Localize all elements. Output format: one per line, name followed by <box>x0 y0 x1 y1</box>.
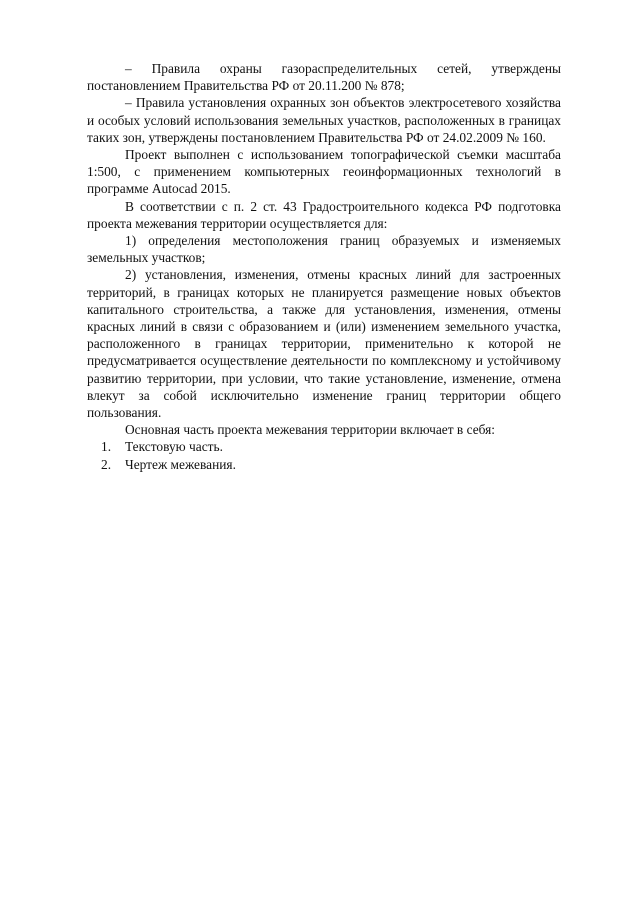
paragraph-purpose-1: 1) определения местоположения границ образуемых и изменяемых земельных участков; <box>87 233 561 266</box>
list-item-text: Чертеж межевания. <box>125 456 236 472</box>
document-body <box>87 60 561 473</box>
paragraph-electric-rules: – Правила установления охранных зон объектов электросетевого хозяйства и особых условий использования земельных участков, расположенных в границах таких зон, утверждены постановлением Правительства РФ от 24.02.2009 № 160. <box>87 95 561 145</box>
paragraph-purpose-2: 2) установления, изменения, отмены красных линий для застроенных территорий, в границах которых не планируется размещение новых объектов капитального строительства, а также для установления, изменения, отмены красных линий в связи с образованием и (или) изменением земельного участка, расположенного в границах территории, применительно к которой не предусматривается осуществление деятельности по комплексному и устойчивому развитию территории, при условии, что такие установление, изменение, отмена влекут за собой исключительно изменение границ территории общего пользования. <box>87 267 561 421</box>
paragraph-code-reference: В соответствии с п. 2 ст. 43 Градостроительного кодекса РФ подготовка проекта межевания территории осуществляется для: <box>87 198 561 231</box>
paragraph-main-part: Основная часть проекта межевания территории включает в себя: <box>125 422 496 438</box>
list-item-text: Текстовую часть. <box>125 439 223 455</box>
paragraph-topography: Проект выполнен с использованием топографической съемки масштаба 1:500, с применением компьютерных геоинформационных технологий в программе Autocad 2015. <box>87 147 561 197</box>
list-item-number: 1. <box>101 439 112 455</box>
paragraph-gas-rules: – Правила охраны газораспределительных сетей, утверждены постановлением Правительства РФ от 20.11.200 № 878; <box>87 61 561 94</box>
list-item <box>101 438 561 455</box>
list-item <box>101 456 561 473</box>
contents-list <box>87 438 561 472</box>
list-item-number: 2. <box>101 456 112 472</box>
